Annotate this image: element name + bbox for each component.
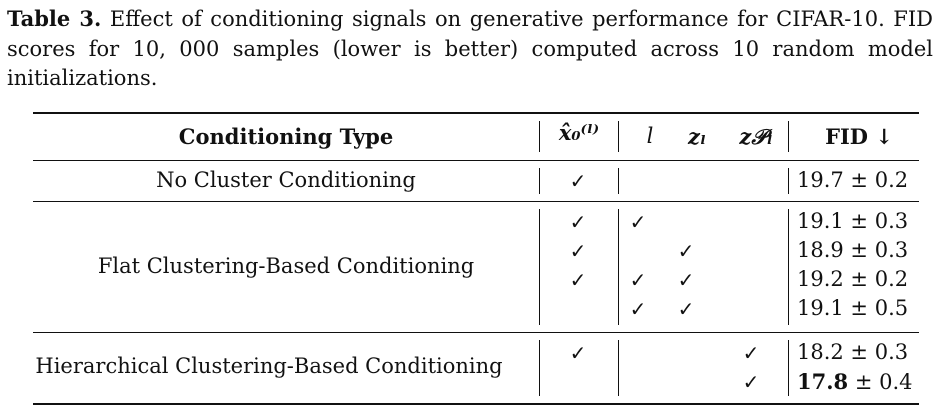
header-rule [33,160,919,161]
column-divider [618,168,619,194]
check-mark: ✓ [569,239,587,263]
check-mark: ✓ [677,268,695,292]
column-divider [788,121,789,152]
column-divider [788,168,789,194]
caption-text: Effect of conditioning signals on generative performance for CIFAR-10. FID scores for 10, 000 samples (lower is better) computed across 10 random model initializations. [7,7,933,90]
group-rule-2 [33,332,919,333]
header-x0l: x̂₀⁽ˡ⁾ [558,120,600,145]
column-divider [618,340,619,396]
row-label-hierarchical: Hierarchical Clustering-Based Conditioning [35,354,503,378]
header-zl: zₗ [687,124,707,149]
check-mark: ✓ [629,297,647,321]
check-mark: ✓ [677,297,695,321]
column-divider [788,209,789,325]
header-fid: FID ↓ [825,124,893,149]
column-divider [539,168,540,194]
check-mark: ✓ [569,169,587,193]
group-rule-1 [33,201,919,202]
table-caption [7,4,933,94]
column-divider [539,340,540,396]
column-divider [539,121,540,152]
fid-value: 18.9 ± 0.3 [797,238,909,262]
header-l: l [646,124,654,148]
check-mark: ✓ [569,341,587,365]
fid-value-best [797,369,913,394]
fid-value: 19.1 ± 0.3 [797,209,909,233]
top-rule [33,112,919,114]
column-divider [539,209,540,325]
check-mark: ✓ [569,268,587,292]
fid-best-mean: 17.8 [797,369,849,394]
check-mark: ✓ [629,210,647,234]
fid-value: 19.1 ± 0.5 [797,296,909,320]
check-mark: ✓ [629,268,647,292]
fid-value: 19.7 ± 0.2 [797,168,909,192]
column-divider [618,121,619,152]
check-mark: ✓ [569,210,587,234]
caption-label: Table 3. [7,6,102,31]
fid-best-std: ± 0.4 [848,370,913,394]
check-mark: ✓ [742,341,760,365]
bottom-rule [33,403,919,405]
check-mark: ✓ [742,370,760,394]
row-label-no-cluster: No Cluster Conditioning [156,168,416,192]
column-divider [788,340,789,396]
row-label-flat: Flat Clustering-Based Conditioning [97,254,475,278]
column-divider [618,209,619,325]
fid-value: 19.2 ± 0.2 [797,267,909,291]
header-zpl: z𝒫ₗ [739,124,773,149]
check-mark: ✓ [677,239,695,263]
fid-value: 18.2 ± 0.3 [797,340,909,364]
header-conditioning-type: Conditioning Type [178,124,394,149]
